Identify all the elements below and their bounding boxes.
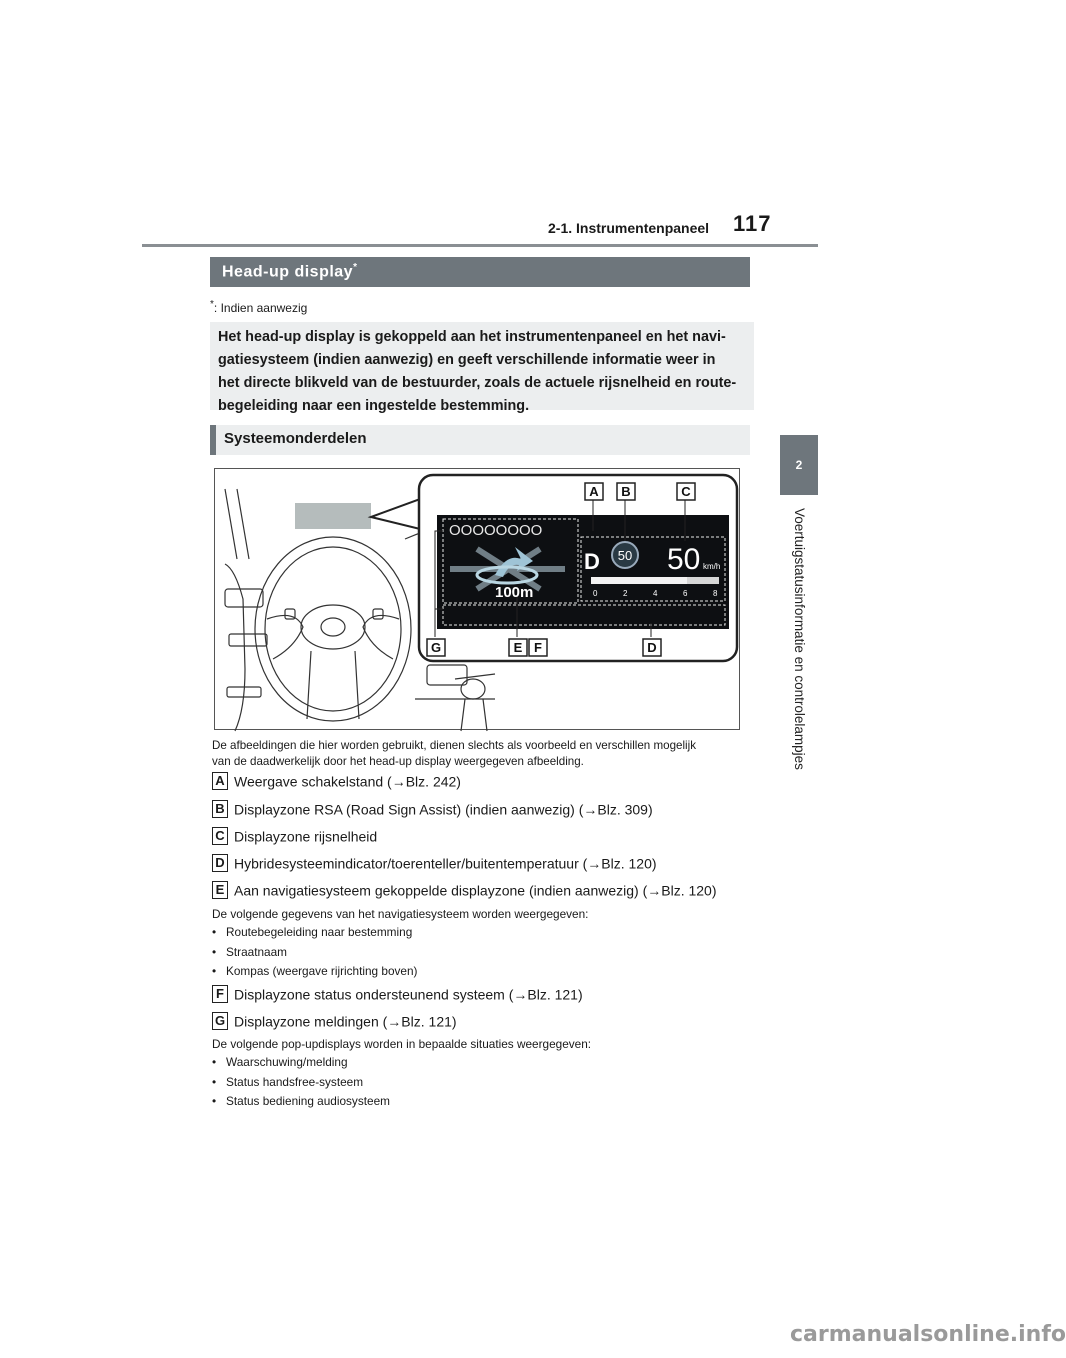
hud-illustration bbox=[214, 468, 740, 730]
popup-bullet: • Waarschuwing/melding bbox=[212, 1055, 348, 1069]
legend-text: Displayzone meldingen (→Blz. 121) bbox=[234, 1013, 457, 1030]
footnote-mark: * bbox=[210, 299, 214, 310]
figure-caption bbox=[212, 738, 752, 770]
hud-gauge-tick: 2 bbox=[623, 589, 628, 598]
header-rule bbox=[142, 244, 818, 247]
nav-bullet: • Straatnaam bbox=[212, 945, 287, 959]
legend-item-a bbox=[212, 772, 461, 790]
intro-line: Het head-up display is gekoppeld aan het instrumentenpaneel en het navi- bbox=[218, 329, 726, 345]
footnote-text: : Indien aanwezig bbox=[213, 301, 308, 315]
hud-gauge-tick: 0 bbox=[593, 589, 598, 598]
section-title-text: Head-up display bbox=[222, 263, 354, 281]
legend-letter: B bbox=[212, 800, 228, 818]
caption-line: De afbeeldingen die hier worden gebruikt, dienen slechts als voorbeeld en verschillen mogelijk bbox=[212, 739, 697, 752]
nav-bullet-text: Straatnaam bbox=[226, 945, 287, 959]
legend-text: Displayzone status ondersteunend systeem (→Blz. 121) bbox=[234, 986, 583, 1003]
hud-status-circles: OOOOOOOO bbox=[449, 522, 543, 539]
legend-text: Weergave schakelstand (→Blz. 242) bbox=[234, 773, 461, 790]
legend-text: Aan navigatiesysteem gekoppelde displayzone (indien aanwezig) (→Blz. 120) bbox=[234, 882, 717, 899]
intro-box bbox=[210, 322, 754, 414]
intro-line: het directe blikveld van de bestuurder, zoals de actuele rijsnelheid en route- bbox=[218, 375, 737, 391]
hud-distance: 100m bbox=[495, 584, 534, 601]
hud-speed-sign-value: 50 bbox=[617, 548, 633, 563]
hud-illustration-svg bbox=[215, 469, 741, 731]
legend-letter: E bbox=[212, 881, 228, 899]
legend-text: Displayzone rijsnelheid bbox=[234, 828, 378, 845]
nav-note: De volgende gegevens van het navigatiesysteem worden weergegeven: bbox=[212, 907, 589, 921]
callout-f bbox=[529, 639, 547, 656]
popup-bullet: • Status bediening audiosysteem bbox=[212, 1094, 390, 1108]
svg-text:A: A bbox=[589, 484, 599, 499]
hud-gauge-tick: 4 bbox=[653, 589, 658, 598]
callout-b bbox=[617, 483, 635, 500]
nav-bullet-text: Kompas (weergave rijrichting boven) bbox=[226, 964, 418, 978]
hud-projection-area bbox=[295, 503, 371, 529]
legend-item-d bbox=[212, 854, 657, 872]
callout-c bbox=[677, 483, 695, 500]
intro-text bbox=[218, 326, 750, 418]
popup-bullet-text: Waarschuwing/melding bbox=[226, 1055, 348, 1069]
legend-item-c bbox=[212, 827, 377, 845]
legend-letter: A bbox=[212, 772, 228, 790]
section-title-bar bbox=[210, 257, 750, 287]
hud-speed-unit: km/h bbox=[703, 562, 721, 571]
nav-bullet: • Kompas (weergave rijrichting boven) bbox=[212, 964, 418, 978]
popup-bullet-text: Status bediening audiosysteem bbox=[226, 1094, 390, 1108]
legend-letter: F bbox=[212, 985, 228, 1003]
legend-item-b bbox=[212, 800, 653, 818]
footnote bbox=[210, 299, 307, 315]
chapter-tab: 2 bbox=[780, 435, 818, 495]
subsection-bar bbox=[210, 425, 750, 455]
section-label: 2-1. Instrumentenpaneel bbox=[548, 220, 710, 236]
watermark: carmanualsonline.info bbox=[790, 1322, 1066, 1347]
intro-line: begeleiding naar een ingestelde bestemming. bbox=[218, 398, 530, 414]
callout-d bbox=[643, 639, 661, 656]
legend-letter: G bbox=[212, 1012, 228, 1030]
hud-gauge-tick: 6 bbox=[683, 589, 688, 598]
callout-e bbox=[509, 639, 527, 656]
section-title bbox=[222, 262, 357, 281]
legend-item-e bbox=[212, 881, 717, 899]
legend-text: Hybridesysteemindicator/toerenteller/buitentemperatuur (→Blz. 120) bbox=[234, 855, 657, 872]
legend-letter: C bbox=[212, 827, 228, 845]
page-number: 117 bbox=[733, 211, 772, 236]
svg-text:D: D bbox=[647, 640, 657, 655]
hud-speed: 50 bbox=[667, 543, 701, 576]
hud-gear: D bbox=[584, 549, 600, 574]
callout-a bbox=[585, 483, 603, 500]
callout-g bbox=[427, 639, 445, 656]
legend-letter: D bbox=[212, 854, 228, 872]
svg-text:B: B bbox=[621, 484, 631, 499]
nav-bullet-text: Routebegeleiding naar bestemming bbox=[226, 925, 413, 939]
popup-note: De volgende pop-updisplays worden in bepaalde situaties weergegeven: bbox=[212, 1037, 592, 1051]
chapter-title-text: Voertuigstatusinformatie en controlelampjes bbox=[792, 508, 807, 770]
hud-gauge-fill bbox=[591, 577, 687, 584]
svg-text:G: G bbox=[430, 640, 442, 655]
legend-item-g bbox=[212, 1012, 457, 1030]
chapter-title bbox=[770, 500, 828, 780]
svg-text:F: F bbox=[534, 640, 542, 655]
svg-text:C: C bbox=[681, 484, 691, 499]
svg-text:E: E bbox=[513, 640, 523, 655]
subsection-title: Systeemonderdelen bbox=[224, 430, 367, 447]
caption-line: van de daadwerkelijk door het head-up display weergegeven afbeelding. bbox=[212, 755, 584, 768]
intro-line: gatiesysteem (indien aanwezig) en geeft verschillende informatie weer in bbox=[218, 352, 716, 368]
nav-bullet: • Routebegeleiding naar bestemming bbox=[212, 925, 413, 939]
zoom-pointer bbox=[371, 499, 420, 529]
legend-text: Displayzone RSA (Road Sign Assist) (indien aanwezig) (→Blz. 309) bbox=[234, 801, 653, 818]
legend-item-f bbox=[212, 985, 583, 1003]
hud-gauge-tick: 8 bbox=[713, 589, 718, 598]
section-title-mark: * bbox=[353, 262, 358, 273]
popup-bullet: • Status handsfree-systeem bbox=[212, 1075, 364, 1089]
popup-bullet-text: Status handsfree-systeem bbox=[226, 1075, 364, 1089]
